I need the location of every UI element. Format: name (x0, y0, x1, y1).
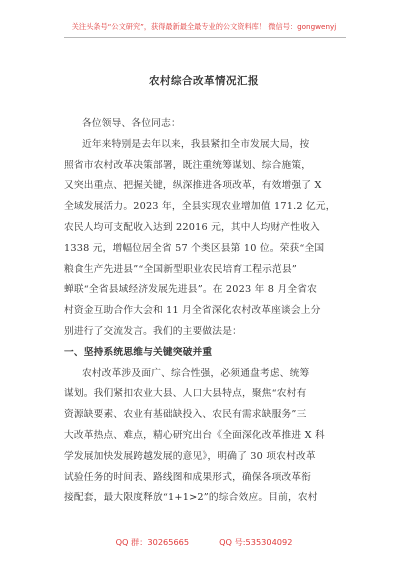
paragraph-line: 又突出重点、把握关键，纵深推进各项改革，有效增强了 X (64, 180, 322, 192)
footer-qq-number: QQ 号:535304092 (219, 537, 293, 547)
paragraph-line: 农村改革涉及面广、综合性强，必须通盘考虑、统筹 (82, 367, 310, 379)
paragraph-line: 全域发展活力。2023 年，全县实现农业增加值 171.2 亿元， (64, 201, 336, 213)
footer-qq-group: QQ 群：30265665 (115, 537, 190, 547)
paragraph-line: 蝉联“全省县域经济发展先进县”。在 2023 年 8 月全省农 (64, 284, 317, 296)
header-divider (64, 37, 346, 38)
paragraph-line: 粮食生产先进县”“全国新型职业农民培育工程示范县” (64, 263, 297, 275)
paragraph-line: 学发展加快发展跨越发展的意见》，明确了 30 项农村改革 (64, 450, 316, 462)
section-heading: 一、坚持系统思维与关键突破并重 (64, 346, 213, 358)
paragraph-line: 资源缺要素、农业有基础缺投入、农民有需求缺服务”三 (64, 409, 307, 421)
footer-contact (0, 537, 408, 548)
paragraph-line: 1338 元，增幅位居全省 57 个类区县第 10 位。荣获“全国 (64, 242, 325, 254)
paragraph-line: 别进行了交流发言。我们的主要做法是： (64, 325, 242, 337)
paragraph-line: 大改革热点、难点，精心研究出台《全面深化改革推进 X 科 (64, 429, 325, 441)
document-title: 农村综合改革情况汇报 (149, 75, 259, 87)
paragraph-line: 谋划。我们紧扣农业大县、人口大县特点，聚焦“农村有 (64, 388, 307, 400)
paragraph-line: 照省市农村改革决策部署，既注重统筹谋划、综合施策， (64, 159, 312, 171)
header-note: 关注头条号“公文研究”，获得最新最全最专业的公文资料库！ 微信号：gongwenyj (71, 22, 337, 31)
document-body (64, 114, 347, 509)
salutation-line: 各位领导、各位同志： (82, 118, 181, 129)
paragraph-line: 试验任务的时间表、路线图和成果形式，确保各项改革衔 (64, 471, 312, 483)
paragraph-line: 近年来特别是去年以来，我县紧扣全市发展大局，按 (82, 138, 310, 150)
paragraph-line: 接配套，最大限度释放“1+1>2”的综合效应。目前，农村 (64, 492, 318, 504)
paragraph-line: 农民人均可支配收入达到 22016 元，其中人均财产性收入 (64, 221, 320, 233)
paragraph-line: 村资金互助合作大会和 11 月全省深化农村改革座谈会上分 (64, 305, 321, 317)
